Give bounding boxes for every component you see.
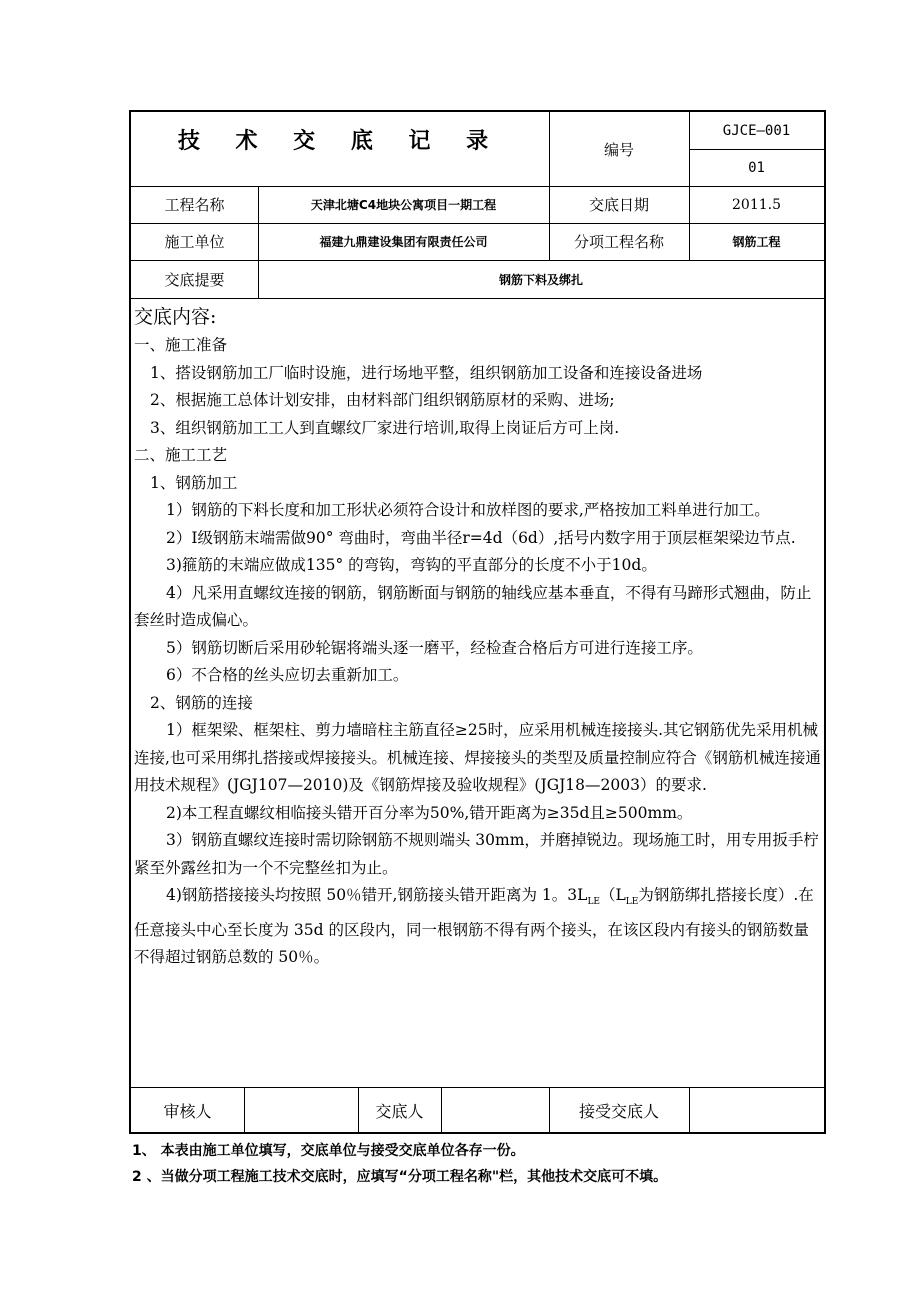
note-line: 1、 本表由施工单位填写，交底单位与接受交底单位各存一份。 [132,1143,525,1159]
contractor-value: 福建九鼎建设集团有限责任公司 [319,235,488,249]
row-divider [131,298,824,299]
paragraph: 1）钢筋的下料长度和加工形状必须符合设计和放样图的要求,严格按加工料单进行加工。 [166,501,770,519]
section-heading: 一、施工准备 [134,336,228,354]
section-heading: 二、施工工艺 [134,446,228,464]
number-label: 编号 [603,140,634,159]
receiver-signature-field[interactable] [689,1087,824,1134]
project-name-label: 工程名称 [164,196,225,214]
subsection-heading: 1、钢筋加工 [150,473,238,492]
presenter-signature-field[interactable] [441,1087,549,1134]
list-item: 2、根据施工总体计划安排，由材料部门组织钢筋原材的采购、进场; [150,391,615,409]
reviewer-label: 审核人 [163,1102,212,1121]
paragraph: 2）I级钢筋末端需做90° 弯曲时，弯曲半径r=4d（6d）,括号内数字用于顶层框架梁边节点. [166,528,796,547]
reviewer-signature-field[interactable] [244,1087,358,1134]
note-line: 2 、当做分项工程施工技术交底时，应填写“分项工程名称"栏，其他技术交底可不填。 [132,1169,668,1185]
number-suffix: 01 [748,159,765,176]
date-value: 2011.5 [732,196,781,213]
subscript: LE [587,897,600,908]
number-value: GJCE—001 [722,122,791,139]
paragraph-part: 为钢筋绑扎搭接长度）.在任意接头中心至长度为 35d 的区段内，同一根钢筋不得有两个接头，在该区段内有接头的钢筋数量不得超过钢筋总数的 50％。 [134,886,814,967]
presenter-label: 交底人 [375,1102,424,1121]
paragraph: 2)本工程直螺纹相临接头错开百分率为50%,错开距离为≥35d且≥500mm。 [166,803,693,822]
contractor-label: 施工单位 [164,233,225,251]
paragraph [134,882,824,972]
paragraph: 5）钢筋切断后采用砂轮锯将端头逐一磨平，经检查合格后方可进行连接工序。 [166,638,703,657]
form-title: 技 术 交 底 记 录 [177,129,503,154]
summary-value: 钢筋下料及绑扎 [498,272,583,287]
list-item: 3、组织钢筋加工工人到直螺纹厂家进行培训,取得上岗证后方可上岗. [150,418,620,437]
technical-briefing-form [129,110,826,1134]
subproject-label: 分项工程名称 [573,233,664,251]
paragraph-part: 4)钢筋搭接接头均按照 50％错开,钢筋接头错开距离为 1。3L [166,886,588,904]
content-heading: 交底内容: [134,306,217,328]
paragraph: 3)箍筋的末端应做成135° 的弯钩，弯钩的平直部分的长度不小于10d。 [166,556,657,574]
summary-label: 交底提要 [164,270,225,289]
paragraph: 1）框架梁、框架柱、剪力墙暗柱主筋直径≥25时，应采用机械连接接头.其它钢筋优先采用机械连接,也可采用绑扎搭接或焊接接头。机械连接、焊接接头的类型及质量控制应符合《钢筋机械连接通用技术规程》(JGJ107—2010)及《钢筋焊接及验收规程》(JGJ18—2003）的要求. [134,721,821,794]
paragraph: 4）凡采用直螺纹连接的钢筋，钢筋断面与钢筋的轴线应基本垂直，不得有马蹄形式翘曲，防止套丝时造成偏心。 [134,583,812,629]
date-label: 交底日期 [588,196,649,214]
briefing-content [134,302,824,972]
receiver-label: 接受交底人 [578,1102,659,1121]
list-item: 1、搭设钢筋加工厂临时设施，进行场地平整，组织钢筋加工设备和连接设备进场 [150,363,703,382]
paragraph: 6）不合格的丝头应切去重新加工。 [166,666,409,684]
paragraph: 3）钢筋直螺纹连接时需切除钢筋不规则端头 30mm，并磨掉锐边。现场施工时，用专用扳手柠紧至外露丝扣为一个不完整丝扣为止。 [134,831,819,877]
form-notes [132,1138,667,1190]
subsection-heading: 2、钢筋的连接 [150,693,253,712]
subscript: LE [625,897,639,908]
project-name-value: 天津北塘C4地块公寓项目一期工程 [310,198,497,212]
paragraph-part: （L [599,886,626,904]
subproject-value: 钢筋工程 [732,235,781,249]
